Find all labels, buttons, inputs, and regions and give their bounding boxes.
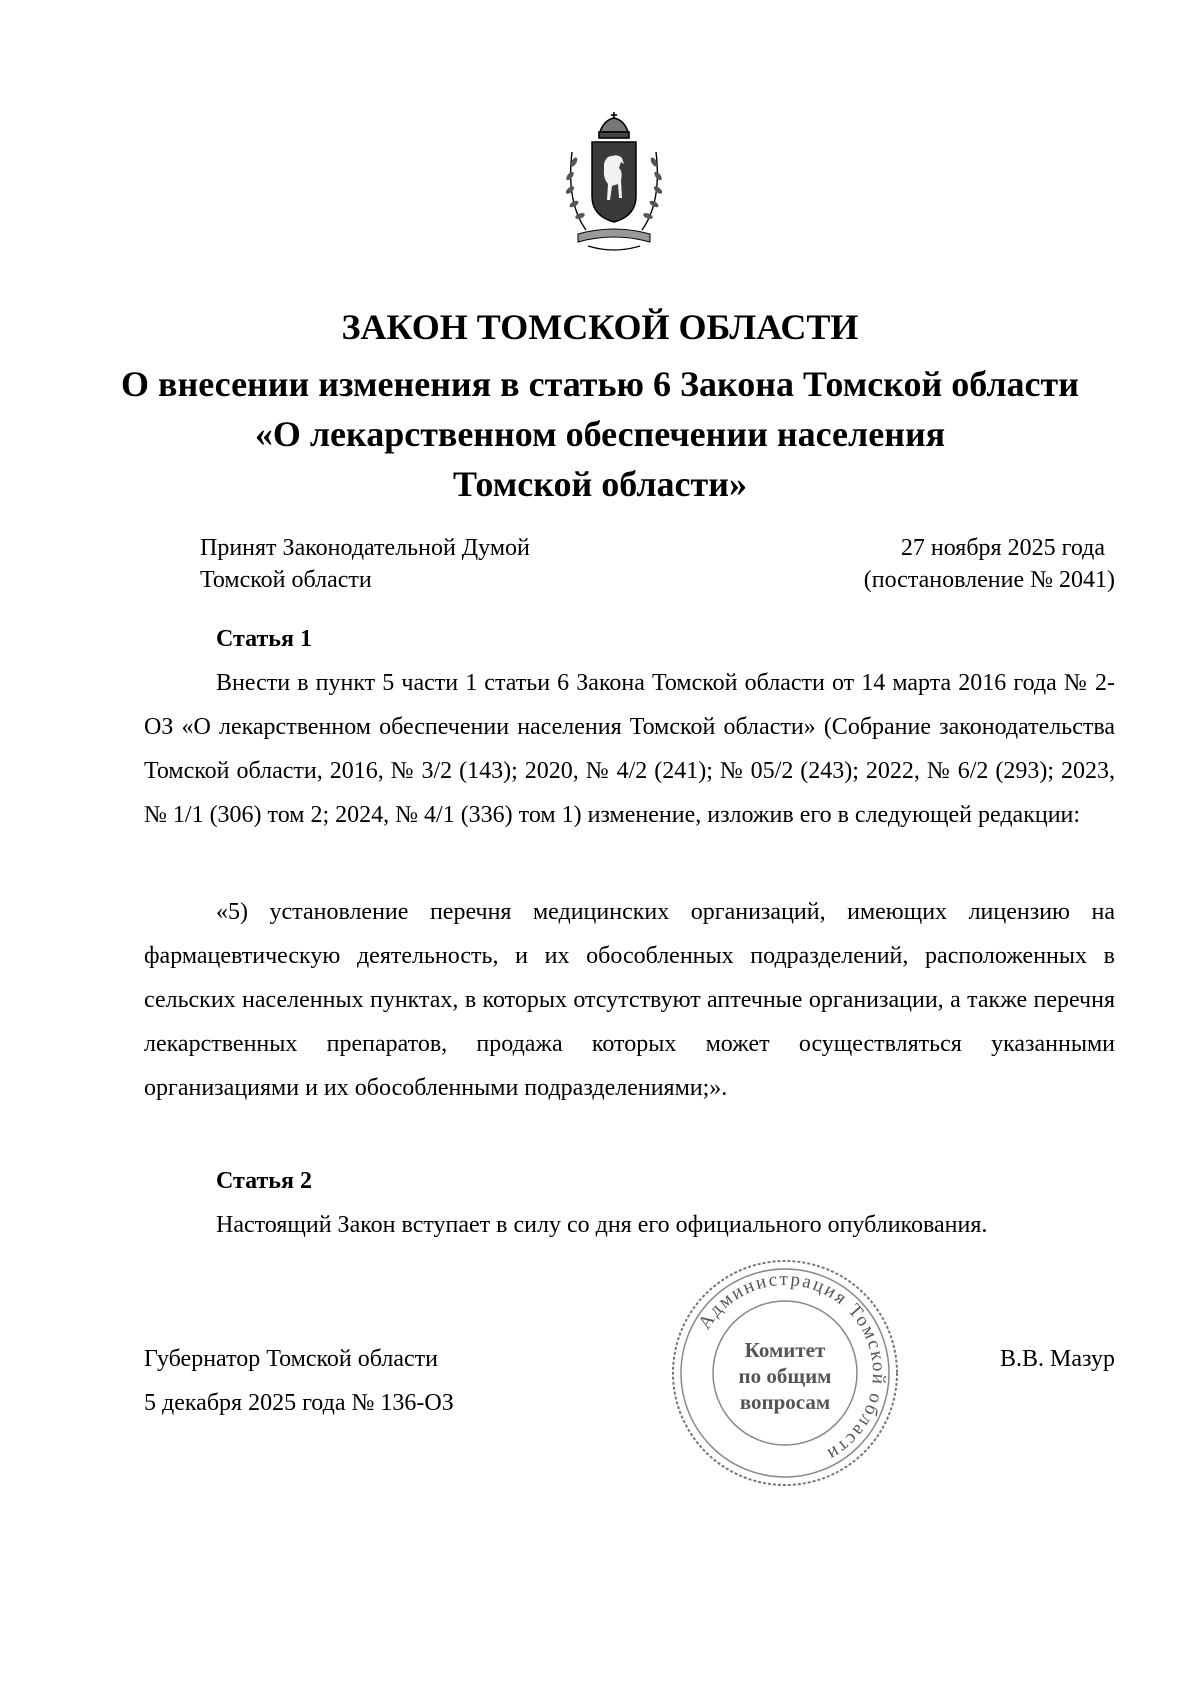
law-subtitle-line-3: Томской области»: [453, 464, 747, 504]
official-seal: [665, 1253, 905, 1493]
adoption-date-block: [864, 532, 1115, 596]
article-1-paragraph-1: Внести в пункт 5 части 1 статьи 6 Закона Томской области от 14 марта 2016 года № 2-ОЗ «О лекарственном обеспечении населения Томской области» (Собрание законодательства Томской области, 2016, № 3/2 (143); 2020, № 4/2 (241); № 05/2 (243); 2022, № 6/2 (293); 2023, № 1/1 (306) том 2; 2024, № 4/1 (336) том 1) изменение, изложив его в следующей редакции:: [144, 670, 1115, 828]
article-2-paragraph-1: Настоящий Закон вступает в силу со дня его официального опубликования.: [216, 1212, 988, 1238]
adoption-date: 27 ноября 2025 года: [900, 535, 1105, 561]
law-title: ЗАКОН ТОМСКОЙ ОБЛАСТИ: [341, 307, 859, 347]
seal-outer-text: Администрация Томской области: [694, 1268, 890, 1466]
seal-center-line-2: по общим: [738, 1364, 832, 1388]
coat-of-arms-icon: [552, 112, 676, 262]
adopted-by-line-1: Принят Законодательной Думой: [200, 535, 530, 561]
article-1-paragraph-2: «5) установление перечня медицинских организаций, имеющих лицензию на фармацевтическую деятельность, и их обособленных подразделений, расположенных в сельских населенных пунктах, в которых отсутствуют аптечные организации, а также перечня лекарственных препаратов, продажа которых может осуществляться указанными организациями и их обособленными подразделениями;».: [144, 899, 1115, 1101]
signatory-position: Губернатор Томской области: [144, 1346, 438, 1372]
article-2-heading: Статья 2: [216, 1168, 312, 1194]
article-1-heading: Статья 1: [216, 626, 312, 652]
law-subtitle-line-1: О внесении изменения в статью 6 Закона Томской области: [121, 364, 1079, 404]
adopted-by-line-2: Томской области: [200, 567, 372, 593]
resolution-number: (постановление № 2041): [863, 567, 1115, 593]
adopted-by: [200, 532, 530, 596]
signature-block: [144, 1337, 454, 1425]
signatory-name: В.В. Мазур: [1000, 1346, 1115, 1372]
signature-date-number: 5 декабря 2025 года № 136-ОЗ: [144, 1390, 454, 1416]
law-subtitle-line-2: «О лекарственном обеспечении населения: [254, 414, 946, 454]
seal-center-line-1: Комитет: [744, 1338, 826, 1362]
seal-center-line-3: вопросам: [739, 1390, 831, 1414]
